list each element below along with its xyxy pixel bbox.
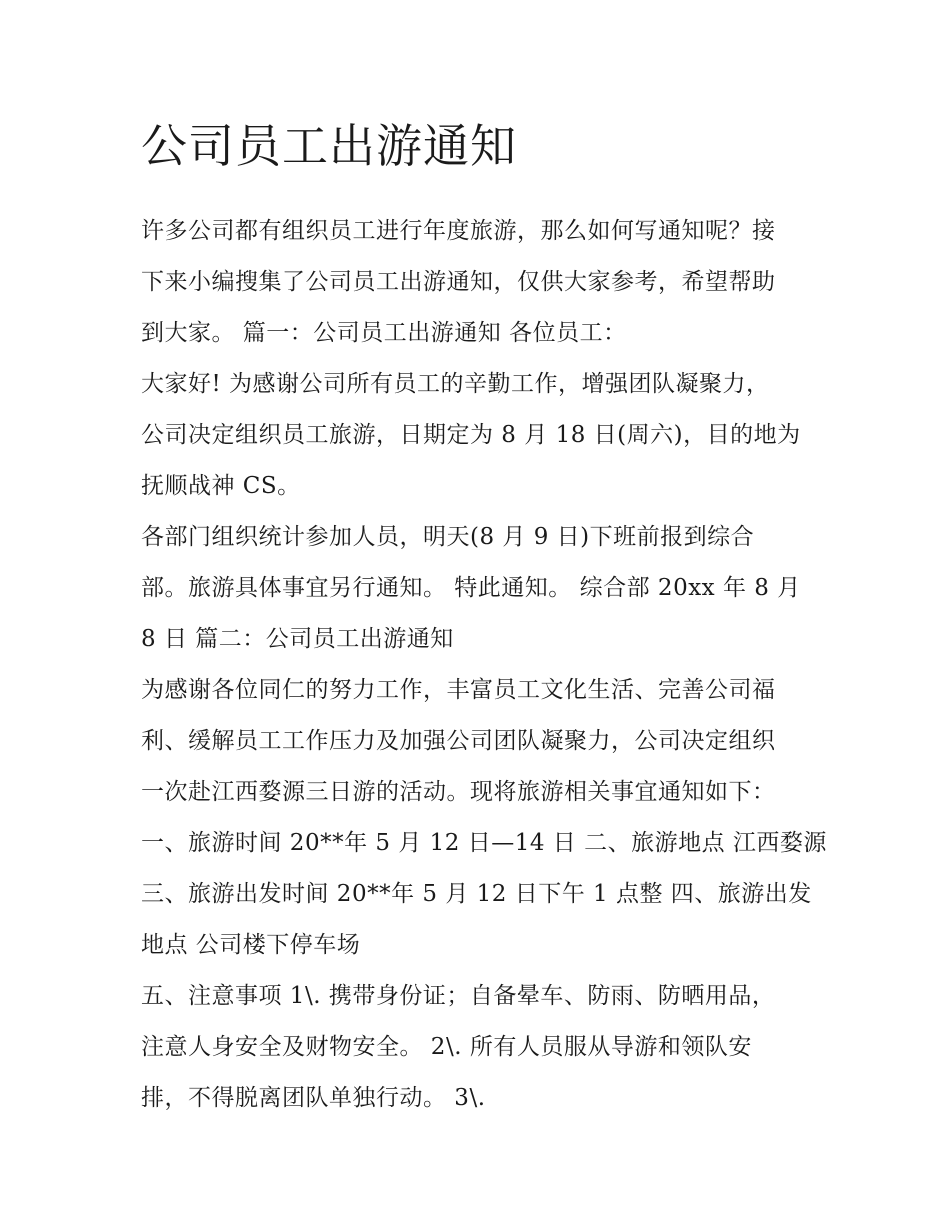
body-line: 地点 公司楼下停车场 — [141, 932, 361, 958]
document-body — [141, 206, 827, 1124]
body-line: 大家好! 为感谢公司所有员工的辛勤工作，增强团队凝聚力， — [141, 371, 770, 397]
body-line: 各部门组织统计参加人员，明天(8 月 9 日)下班前报到综合 — [141, 524, 755, 550]
body-line: 8 日 篇二：公司员工出游通知 — [141, 626, 454, 652]
body-line: 部。旅游具体事宜另行通知。 特此通知。 综合部 20xx 年 8 月 — [141, 575, 801, 601]
body-line: 一次赴江西婺源三日游的活动。现将旅游相关事宜通知如下： — [141, 779, 776, 805]
body-line: 五、注意事项 1\. 携带身份证；自备晕车、防雨、防晒用品， — [141, 983, 776, 1009]
body-line: 抚顺战神 CS。 — [141, 473, 301, 499]
document-page — [141, 118, 827, 1124]
body-line: 注意人身安全及财物安全。 2\. 所有人员服从导游和领队安 — [141, 1034, 752, 1060]
body-line: 到大家。 篇一：公司员工出游通知 各位员工： — [141, 320, 627, 346]
body-line: 利、缓解员工工作压力及加强公司团队凝聚力，公司决定组织 — [141, 728, 776, 754]
body-line: 许多公司都有组织员工进行年度旅游，那么如何写通知呢？接 — [141, 218, 776, 244]
body-line: 下来小编搜集了公司员工出游通知，仅供大家参考，希望帮助 — [141, 269, 776, 295]
body-line: 三、旅游出发时间 20**年 5 月 12 日下午 1 点整 四、旅游出发 — [141, 881, 812, 907]
body-line: 公司决定组织员工旅游，日期定为 8 月 18 日(周六)，目的地为 — [141, 422, 801, 448]
body-line: 为感谢各位同仁的努力工作，丰富员工文化生活、完善公司福 — [141, 677, 776, 703]
document-title: 公司员工出游通知 — [141, 119, 517, 173]
body-line: 排，不得脱离团队单独行动。 3\. — [141, 1085, 486, 1111]
body-line: 一、旅游时间 20**年 5 月 12 日—14 日 二、旅游地点 江西婺源 — [141, 830, 827, 856]
